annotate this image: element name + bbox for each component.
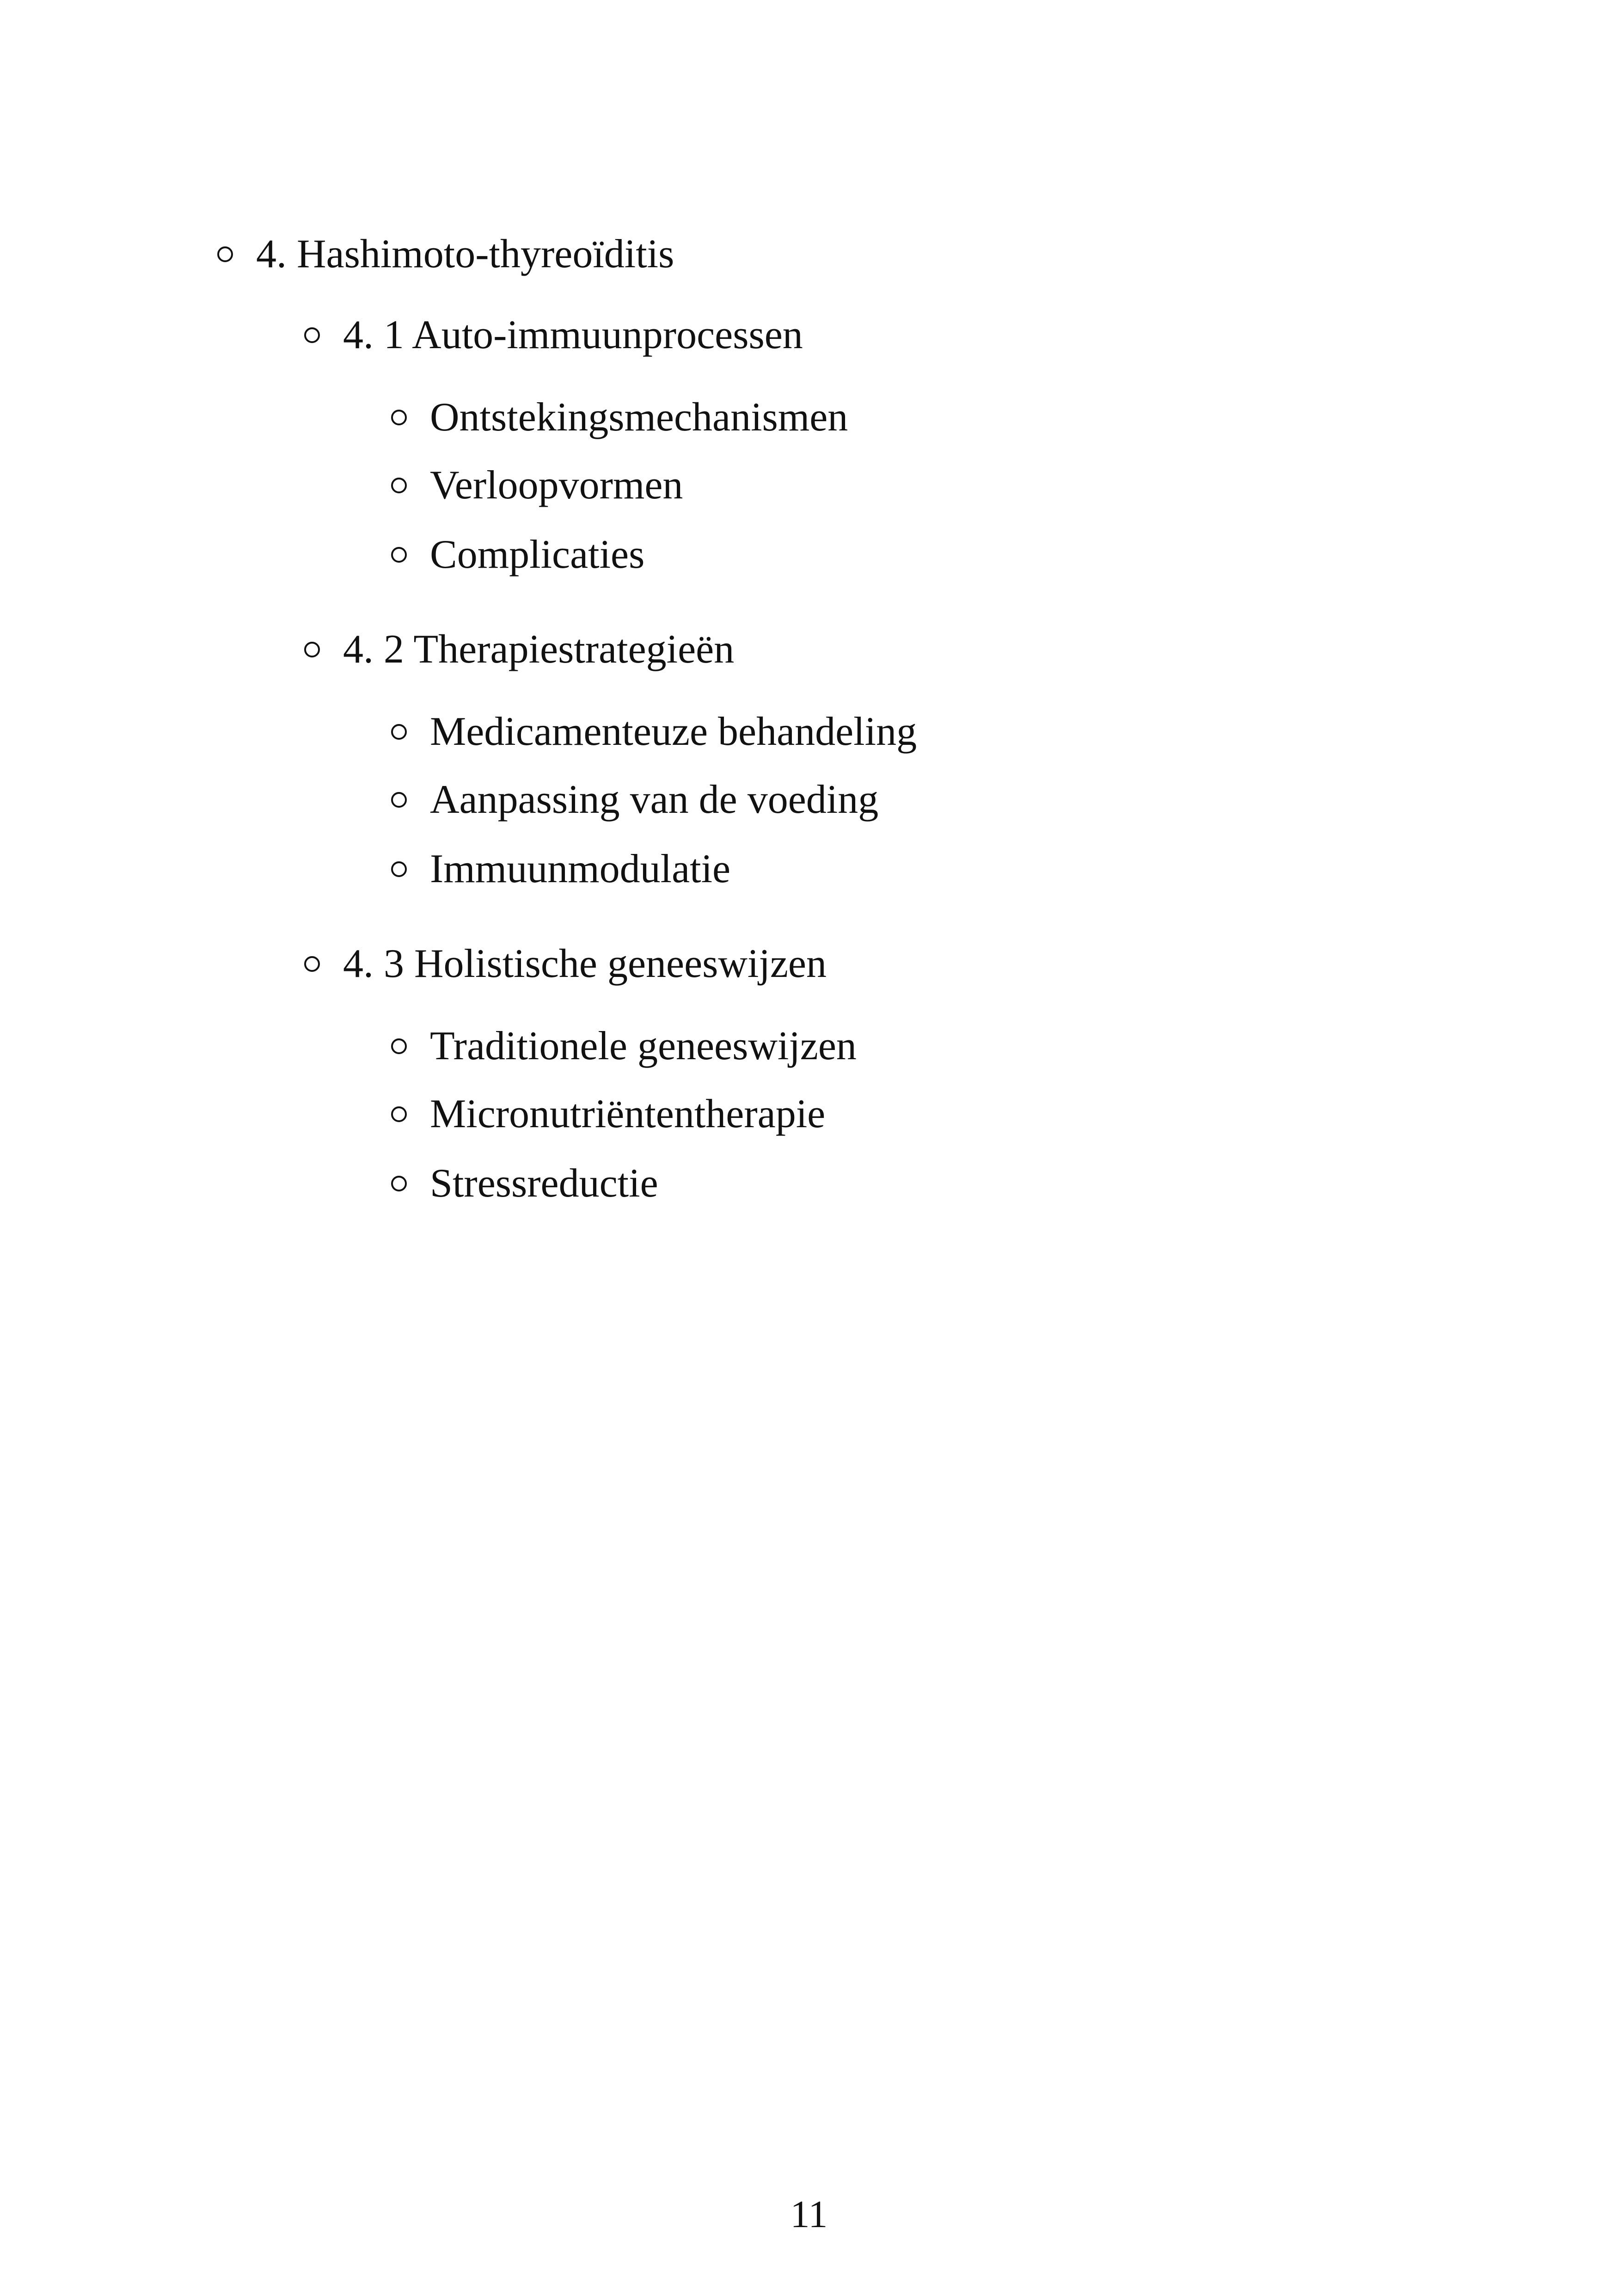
circle-bullet-icon <box>391 478 407 493</box>
outline-item <box>391 846 730 892</box>
circle-bullet-icon <box>391 792 407 808</box>
outline-item <box>391 1160 658 1207</box>
outline-section <box>304 626 734 673</box>
outline-item <box>391 394 848 441</box>
section-title: 4. 1 Auto-immuunprocessen <box>343 313 803 357</box>
circle-bullet-icon <box>304 956 320 972</box>
circle-bullet-icon <box>391 861 407 877</box>
item-label: Complicaties <box>430 532 645 577</box>
item-label: Stressreductie <box>430 1161 658 1206</box>
outline-item <box>391 532 644 578</box>
circle-bullet-icon <box>391 547 407 563</box>
outline-item <box>391 462 683 509</box>
chapter-title: 4. Hashimoto-thyreoïditis <box>256 232 674 276</box>
outline-chapter <box>217 231 674 277</box>
circle-bullet-icon <box>217 246 233 262</box>
circle-bullet-icon <box>391 724 407 740</box>
outline-section <box>304 312 803 358</box>
item-label: Micronutriëntentherapie <box>430 1092 826 1136</box>
circle-bullet-icon <box>304 642 320 657</box>
circle-bullet-icon <box>304 327 320 343</box>
outline-section <box>304 941 827 987</box>
item-label: Medicamenteuze behandeling <box>430 709 917 754</box>
item-label: Ontstekingsmechanismen <box>430 395 848 440</box>
outline-item <box>391 777 878 823</box>
section-title: 4. 2 Therapiestrategieën <box>343 627 735 672</box>
circle-bullet-icon <box>391 1106 407 1122</box>
item-label: Traditionele geneeswijzen <box>430 1024 857 1068</box>
item-label: Immuunmodulatie <box>430 847 731 891</box>
item-label: Verloopvormen <box>430 463 683 508</box>
outline-item <box>391 709 917 755</box>
circle-bullet-icon <box>391 1038 407 1054</box>
page-number: 11 <box>790 2193 828 2236</box>
circle-bullet-icon <box>391 1176 407 1191</box>
item-label: Aanpassing van de voeding <box>430 777 879 822</box>
circle-bullet-icon <box>391 410 407 425</box>
outline-item <box>391 1023 857 1069</box>
outline-item <box>391 1091 825 1137</box>
section-title: 4. 3 Holistische geneeswijzen <box>343 941 827 986</box>
